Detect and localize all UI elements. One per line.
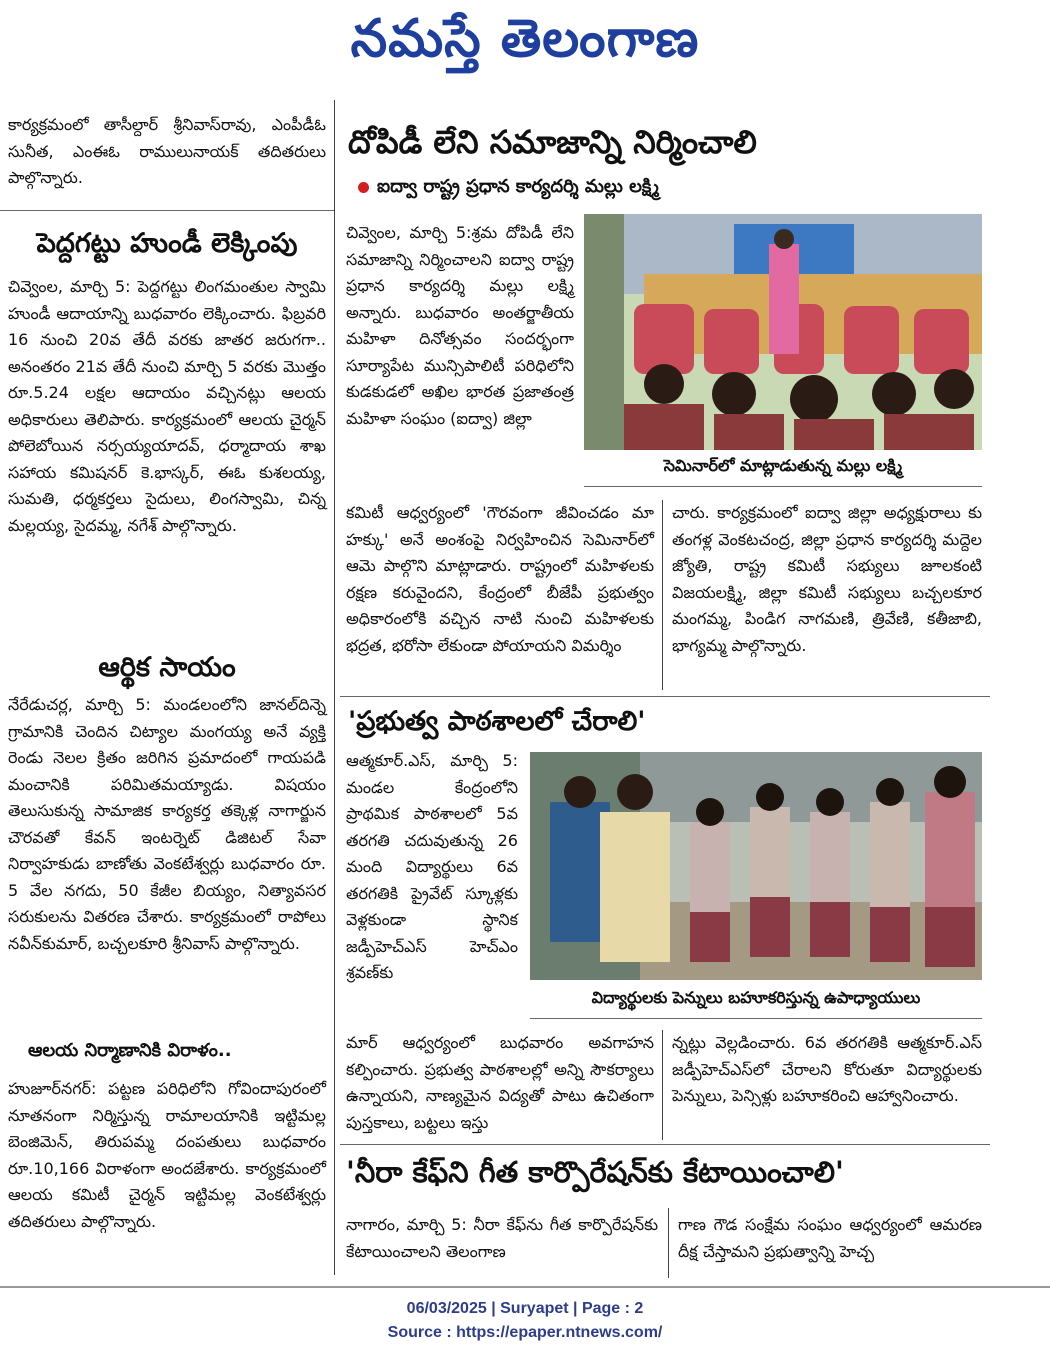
bullet-dot xyxy=(358,182,369,193)
article5-headline: 'ప్రభుత్వ పాఠశాలలో చేరాలి' xyxy=(348,706,646,737)
article6-body-col2: గాణ గౌడ సంక్షేమ సంఘం ఆధ్వర్యంలో ఆమరణ దీక్ష చేస్తామని ప్రభుత్వాన్ని హెచ్చ xyxy=(678,1215,982,1261)
article2-body: నేరేడుచర్ల, మార్చి 5: మండలంలోని జానల్‌దిన్నె గ్రామానికి చెందిన చిట్యాల మంగయ్య అనే వ్యక్తి రెండు నెలల క్రితం జరిగిన ప్రమాదంలో గాయపడి మంచానికి పరిమితమయ్యాడు. విషయం తెలుసుకున్న సామాజిక కార్యకర్త తక్కెళ్ల నాగార్జున చౌరవతో కేవన్ ఇంటర్నెట్ డిజిటల్ సేవా నిర్వాహకుడు బాణోతు వెంకటేశ్వర్లు బుధవారం రూ. 5 వేల నగదు, 50 కేజీల బియ్యం, నిత్యావసర సరుకులను వితరణ చేశారు. కార్యక్రమంలో రాపోలు నవీన్‌కుమార్, బచ్చలకూరి శ్రీనివాస్ పాల్గొన్నారు. xyxy=(8,695,326,953)
seminar-photo-caption: సెమినార్‌లో మాట్లాడుతున్న మల్లు లక్ష్మి xyxy=(663,456,903,475)
article2-headline: ఆర్థిక సాయం xyxy=(98,652,236,683)
left-top-snippet: కార్యక్రమంలో తాసీల్దార్ శ్రీనివాస్‌రావు, ఎంపీడీఓ సునీత, ఎంఈఓ రాములునాయక్ తదితరులు పాల్గొన్నారు. xyxy=(8,115,326,187)
masthead-logo: నమస్తే తెలంగాణ xyxy=(350,8,700,69)
article4-headline: దోపిడీ లేని సమాజాన్ని నిర్మించాలి xyxy=(348,123,757,161)
divider xyxy=(340,696,990,697)
column-divider xyxy=(668,1208,669,1278)
article1-headline: పెద్దగట్టు హుండీ లెక్కింపు xyxy=(36,228,298,259)
students-photo-caption: విద్యార్థులకు పెన్నులు బహూకరిస్తున్న ఉపాధ్యాయులు xyxy=(591,988,921,1007)
column-divider xyxy=(662,500,663,690)
divider xyxy=(340,1144,990,1145)
article4-body-col2: కమిటీ ఆధ్వర్యంలో 'గౌరవంగా జీవించడం మా హక్కు' అనే అంశంపై నిర్వహించిన సెమినార్‌లో ఆమె పాల్గొని మాట్లాడారు. రాష్ట్రంలో మహిళలకు రక్షణ కరువైందని, కేంద్రంలో బీజేపీ ప్రభుత్వం అధికారంలోకి వచ్చిన నాటి నుంచి మహిళలకు భద్రత, భరోసా లేకుండా పోయాయని విమర్శిం xyxy=(346,503,654,655)
seminar-photo xyxy=(584,214,982,450)
footer-dateline: 06/03/2025 | Suryapet | Page : 2 xyxy=(406,1300,644,1317)
article6-headline: 'నీరా కేఫ్‌ని గీత కార్పొరేషన్‌కు కేటాయించాలి' xyxy=(346,1155,844,1189)
article4-kicker: ఐద్వా రాష్ట్ర ప్రధాన కార్యదర్శి మల్లు లక్ష్మి xyxy=(358,176,978,201)
article6-body-col1: నాగారం, మార్చి 5: నీరా కేఫ్‌ను గీత కార్పొరేషన్‌కు కేటాయించాలని తెలంగాణ xyxy=(346,1215,658,1261)
students-photo xyxy=(530,752,982,980)
article4-body-col3: చారు. కార్యక్రమంలో ఐద్వా జిల్లా అధ్యక్షురాలు కు తంగళ్ల వెంకటచంద్ర, జిల్లా ప్రధాన కార్యదర్శి మద్దెల జ్యోతి, రాష్ట్ర కమిటీ సభ్యులు జూలకంటి విజయలక్ష్మి, జిల్లా కమిటీ సభ్యులు బచ్చలకూర మంగమ్మ, పిండిగ నాగమణి, త్రివేణి, కతీజాబి, భాగ్యమ్మ పాల్గొన్నారు. xyxy=(672,503,982,655)
article4-body-col1: చివ్వెంల, మార్చి 5:శ్రమ దోపిడీ లేని సమాజాన్ని నిర్మించాలని ఐద్వా రాష్ట్ర ప్రధాన కార్యదర్శి మల్లు లక్ష్మి అన్నారు. బుధవారం అంతర్జాతీయ మహిళా దినోత్సవం సందర్భంగా సూర్యాపేట మున్సిపాలిటీ పరిధిలోని కుడకుడలో అఖిల భారత ప్రజాతంత్ర మహిళా సంఘం (ఐద్వా) జిల్లా xyxy=(346,223,574,428)
divider xyxy=(584,486,982,487)
column-divider xyxy=(662,1030,663,1140)
divider xyxy=(0,210,334,211)
article3-body: హుజూర్‌నగర్: పట్టణ పరిధిలోని గోవిందాపురంలో నూతనంగా నిర్మిస్తున్న రామాలయానికి ఇట్టిమల్ల బెంజిమెన్, తిరుపమ్మ దంపతులు బుధవారం రూ.10,166 విరాళంగా అందజేశారు. కార్యక్రమంలో ఆలయ కమిటీ చైర్మన్ ఇట్టిమల్ల వెంకటేశ్వర్లు తదితరులు పాల్గొన్నారు. xyxy=(8,1079,326,1231)
column-divider xyxy=(334,100,335,1275)
article1-body: చివ్వెంల, మార్చి 5: పెద్దగట్టు లింగమంతుల స్వామి హుండీ ఆదాయాన్ని బుధవారం లెక్కించారు. ఫిబ్రవరి 16 నుంచి 20వ తేదీ వరకు జాతర జరుగగా.. అనంతరం 21వ తేదీ నుంచి మార్చి 5 వరకు మొత్తం రూ.5.24 లక్షల ఆదాయం వచ్చినట్లు ఆలయ అధికారులు తెలిపారు. కార్యక్రమంలో ఆలయ చైర్మన్ పోలెబోయిన నర్సయ్యయాదవ్, ధర్మాదాయ శాఖ సహాయ కమిషనర్ కె.భాస్కర్, ఈఓ కుశలయ్య, సుమతి, ధర్మకర్తలు సైదులు, లింగస్వామి, చిన్న మల్లయ్య, సైదమ్మ, నగేశ్ పాల్గొన్నారు. xyxy=(8,277,326,535)
article3-headline: ఆలయ నిర్మాణానికి విరాళం.. xyxy=(28,1040,232,1061)
article5-body-col1: ఆత్మకూర్.ఎస్, మార్చి 5: మండల కేంద్రంలోని ప్రాథమిక పాఠశాలలో 5వ తరగతి చదువుతున్న 26 మంది విద్యార్థులు 6వ తరగతికి ప్రైవేట్ స్కూళ్లకు వెళ్లకుండా స్థానిక జడ్పీహెచ్‌ఎస్ హెచ్‌ఎం శ్రవణ్‌కు xyxy=(346,751,518,982)
divider xyxy=(530,1018,982,1019)
article5-body-col3: న్నట్లు వెల్లడించారు. 6వ తరగతికి ఆత్మకూర్.ఎస్ జడ్పీహెచ్‌ఎస్‌లో చేరాలని కోరుతూ విద్యార్థులకు పెన్నులు, పెన్సిళ్లు బహూకరించి ఆహ్వానించారు. xyxy=(672,1033,982,1105)
footer-rule xyxy=(0,1286,1050,1288)
article5-body-col2: మార్ ఆధ్వర్యంలో బుధవారం అవగాహన కల్పించారు. ప్రభుత్వ పాఠశాలల్లో అన్ని సౌకర్యాలు ఉన్నాయని, నాణ్యమైన విద్యతో పాటు ఉచితంగా పుస్తకాలు, బట్టలు ఇస్తు xyxy=(346,1033,654,1132)
footer-source: Source : https://epaper.ntnews.com/ xyxy=(387,1324,663,1341)
